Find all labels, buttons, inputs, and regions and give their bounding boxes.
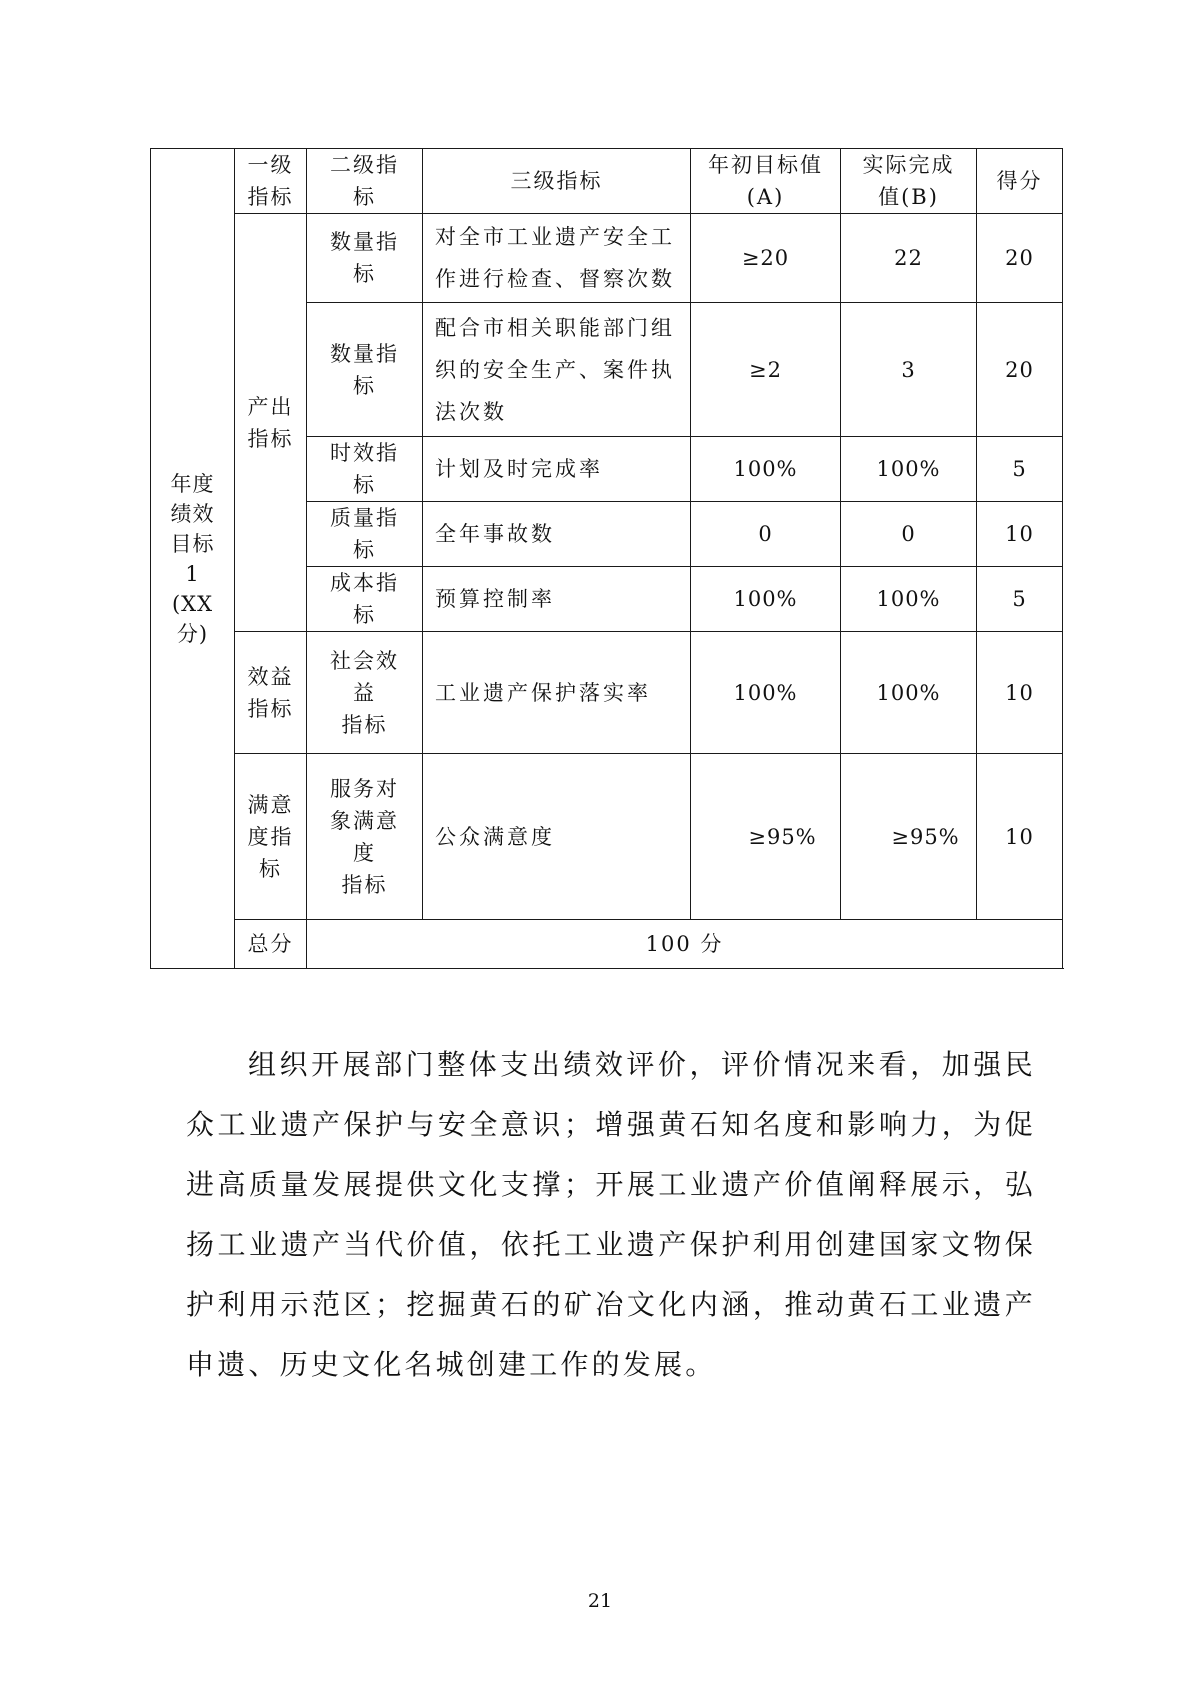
row-score: 10 [977, 754, 1063, 920]
row-actual: 100% [841, 437, 977, 502]
summary-paragraph: 组织开展部门整体支出绩效评价，评价情况来看，加强民众工业遗产保护与安全意识；增强黄石知名度和影响力，为促进高质量发展提供文化支撑；开展工业遗产价值阐释展示，弘扬工业遗产当代价值，依托工业遗产保护利用创建国家文物保护利用示范区；挖掘黄石的矿冶文化内涵，推动黄石工业遗产申遗、历史文化名城创建工作的发展。 [186, 1048, 1036, 1381]
table-row [151, 632, 1063, 754]
row-indicator: 工业遗产保护落实率 [423, 632, 691, 754]
row-score: 5 [977, 437, 1063, 502]
annual-goal-cell: 年度 绩效 目标 1 (XX 分) [151, 149, 235, 969]
table-row [151, 754, 1063, 920]
row-actual: 3 [841, 303, 977, 437]
table-row [151, 214, 1063, 303]
row-level2: 时效指 标 [307, 437, 423, 502]
row-score: 20 [977, 303, 1063, 437]
row-indicator: 对全市工业遗产安全工作进行检查、督察次数 [423, 214, 691, 303]
total-label: 总分 [235, 920, 307, 969]
row-target: ≥2 [691, 303, 841, 437]
row-actual: 0 [841, 502, 977, 567]
row-target: 100% [691, 632, 841, 754]
header-score: 得分 [977, 149, 1063, 214]
row-target: ≥95% [691, 754, 841, 920]
table-header-row [151, 149, 1063, 214]
performance-indicator-table [150, 148, 1063, 969]
row-actual: ≥95% [841, 754, 977, 920]
row-level2: 数量指 标 [307, 214, 423, 303]
group-output: 产出 指标 [235, 214, 307, 632]
row-score: 10 [977, 632, 1063, 754]
row-indicator: 配合市相关职能部门组织的安全生产、案件执法次数 [423, 303, 691, 437]
row-indicator: 全年事故数 [423, 502, 691, 567]
row-level2: 质量指 标 [307, 502, 423, 567]
row-target: 100% [691, 567, 841, 632]
row-indicator: 公众满意度 [423, 754, 691, 920]
row-indicator: 计划及时完成率 [423, 437, 691, 502]
total-value: 100 分 [307, 920, 1063, 969]
total-row [151, 920, 1063, 969]
row-score: 10 [977, 502, 1063, 567]
header-level3: 三级指标 [423, 149, 691, 214]
header-level1: 一级 指标 [235, 149, 307, 214]
group-satisfaction: 满意 度指 标 [235, 754, 307, 920]
row-level2: 服务对 象满意 度 指标 [307, 754, 423, 920]
header-target: 年初目标值 (A) [691, 149, 841, 214]
row-target: ≥20 [691, 214, 841, 303]
group-benefit: 效益 指标 [235, 632, 307, 754]
row-score: 5 [977, 567, 1063, 632]
header-level2: 二级指 标 [307, 149, 423, 214]
row-target: 0 [691, 502, 841, 567]
row-level2: 社会效 益 指标 [307, 632, 423, 754]
header-actual: 实际完成 值(B) [841, 149, 977, 214]
row-score: 20 [977, 214, 1063, 303]
row-actual: 100% [841, 567, 977, 632]
row-actual: 100% [841, 632, 977, 754]
row-level2: 成本指 标 [307, 567, 423, 632]
row-actual: 22 [841, 214, 977, 303]
row-target: 100% [691, 437, 841, 502]
row-level2: 数量指 标 [307, 303, 423, 437]
row-indicator: 预算控制率 [423, 567, 691, 632]
page-number: 21 [587, 1590, 613, 1612]
